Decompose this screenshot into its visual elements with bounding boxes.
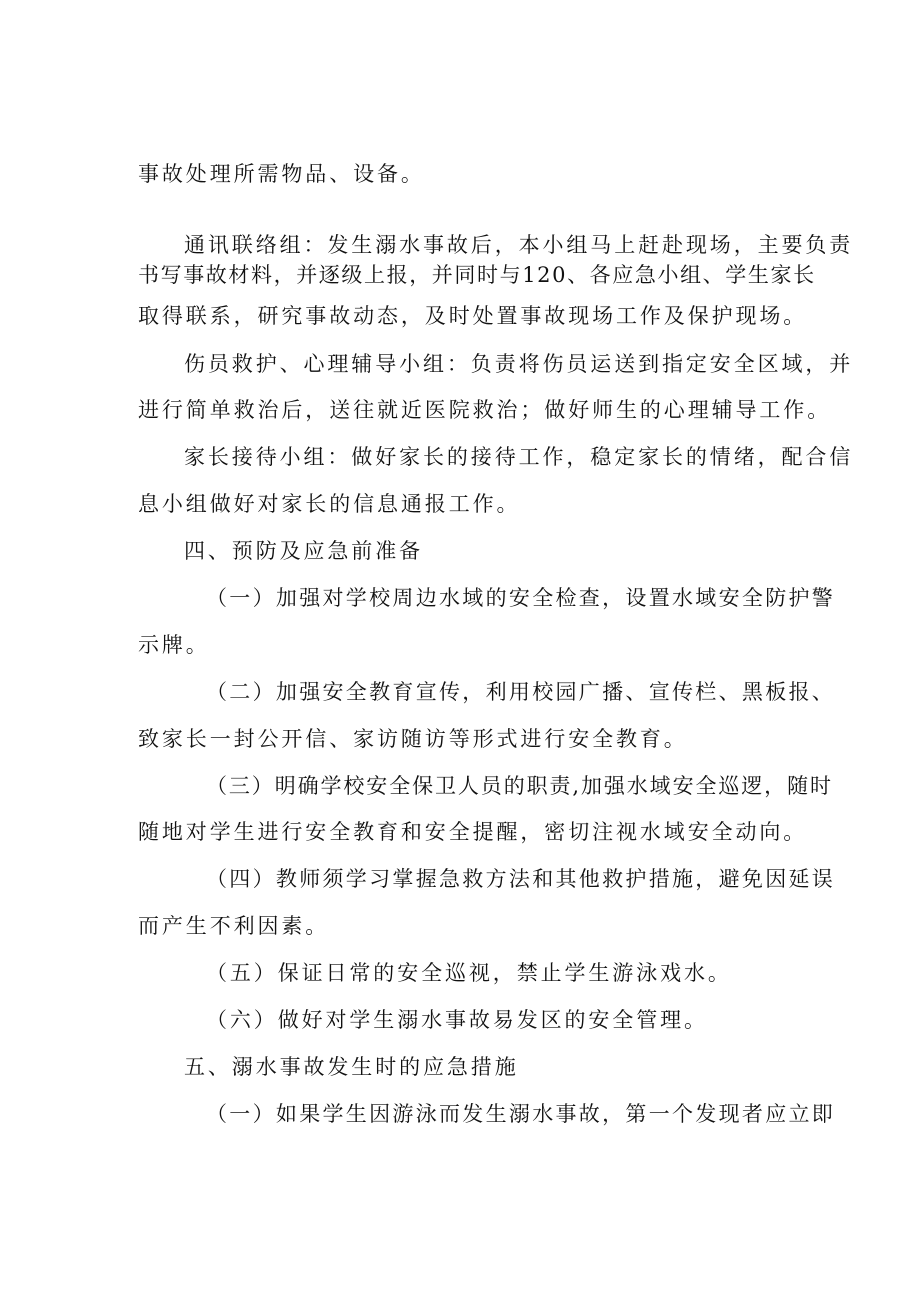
text-line: 书写事故材料，并逐级上报，并同时与120、各应急小组、学生家长 <box>138 263 816 287</box>
list-item-3: （三）明确学校安全保卫人员的职责,加强水域安全巡逻，随时 <box>206 774 833 798</box>
paragraph-rescue-team: 伤员救护、心理辅导小组：负责将伤员运送到指定安全区域，并 <box>184 352 854 376</box>
paragraph-parent-reception: 家长接待小组：做好家长的接待工作，稳定家长的情绪，配合信 <box>184 445 854 469</box>
paragraph-communication-team: 通讯联络组：发生溺水事故后，本小组马上赶赴现场，主要负责 <box>184 233 854 257</box>
text-line: 示牌。 <box>138 633 210 657</box>
section-heading-emergency-measures: 五、溺水事故发生时的应急措施 <box>184 1055 519 1079</box>
text-line: 而产生不利因素。 <box>138 914 330 938</box>
text-line: 致家长一封公开信、家访随访等形式进行安全教育。 <box>138 727 688 751</box>
text-line: 息小组做好对家长的信息通报工作。 <box>138 492 521 516</box>
section-heading-prevention: 四、预防及应急前准备 <box>184 539 423 563</box>
text-line: 进行简单救治后，送往就近医院救治；做好师生的心理辅导工作。 <box>138 398 832 422</box>
list-item-1: （一）加强对学校周边水域的安全检查，设置水域安全防护警 <box>206 586 836 610</box>
list-item-4: （四）教师须学习掌握急救方法和其他救护措施，避免因延误 <box>206 867 836 891</box>
list-item-emergency-1: （一）如果学生因游泳而发生溺水事故，第一个发现者应立即 <box>206 1102 836 1126</box>
list-item-2: （二）加强安全教育宣传，利用校园广播、宣传栏、黑板报、 <box>206 680 836 704</box>
list-item-5: （五）保证日常的安全巡视，禁止学生游泳戏水。 <box>206 961 732 985</box>
list-item-6: （六）做好对学生溺水事故易发区的安全管理。 <box>206 1008 708 1032</box>
text-line: 随地对学生进行安全教育和安全提醒，密切注视水域安全动向。 <box>138 820 808 844</box>
text-line: 事故处理所需物品、设备。 <box>138 162 425 186</box>
text-line: 取得联系，研究事故动态，及时处置事故现场工作及保护现场。 <box>138 304 808 328</box>
